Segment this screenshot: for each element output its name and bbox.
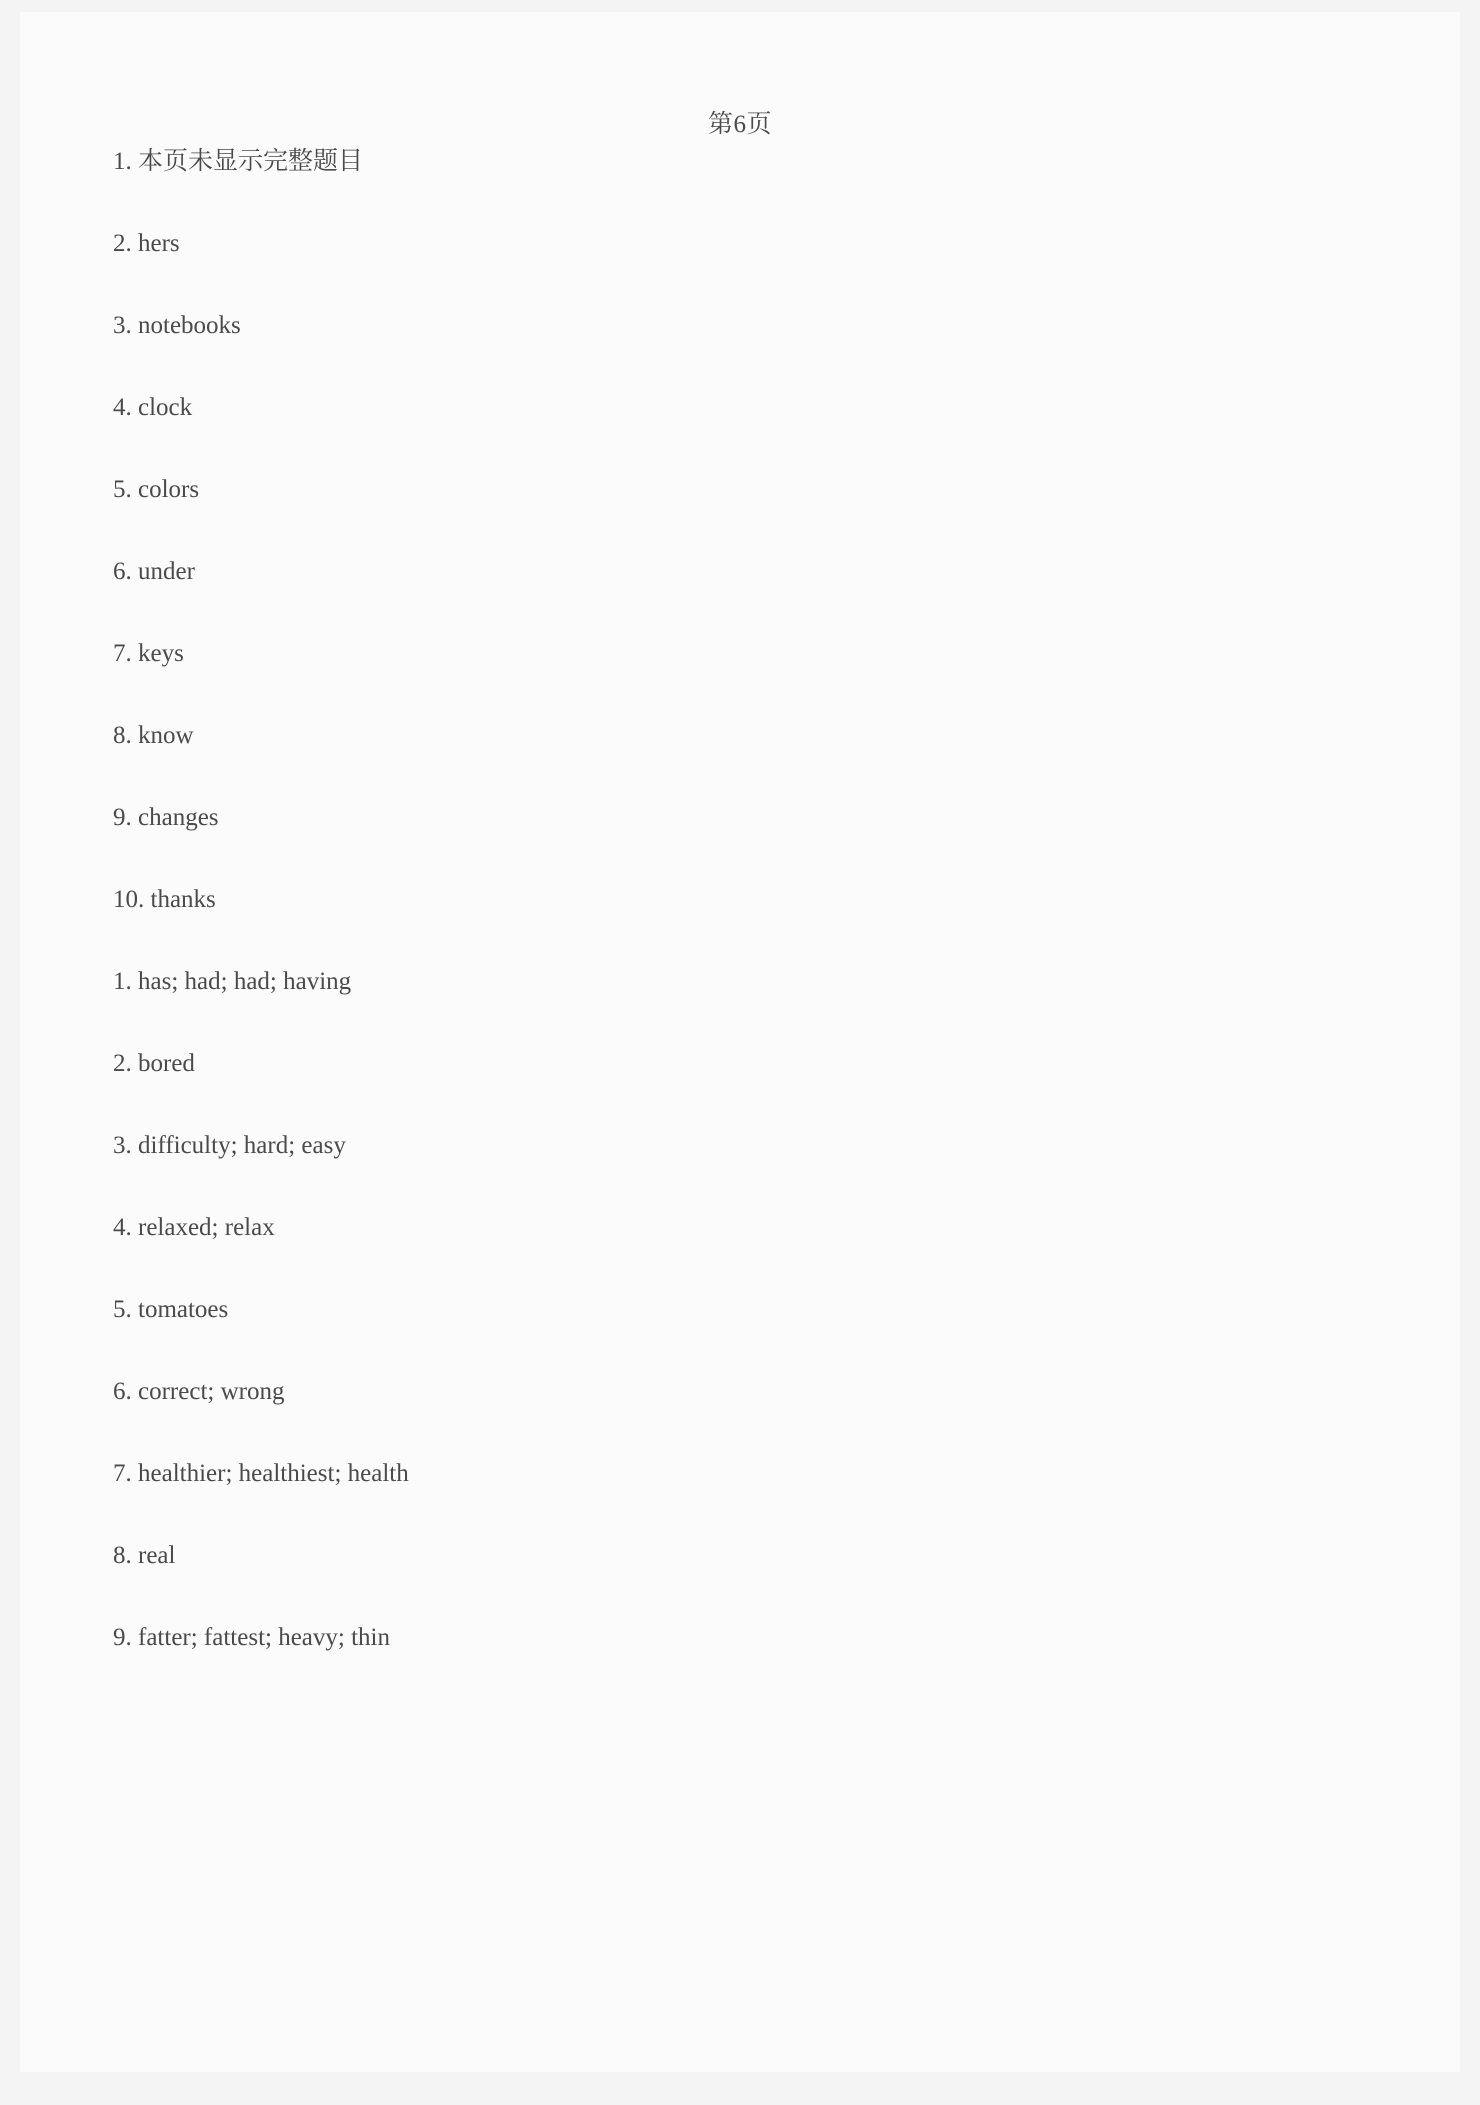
answer-line: 3. notebooks <box>113 312 241 339</box>
answer-line: 3. difficulty; hard; easy <box>113 1132 346 1159</box>
answer-line: 2. hers <box>113 230 180 257</box>
answer-line: 5. tomatoes <box>113 1296 229 1323</box>
answer-line: 1. has; had; had; having <box>113 968 352 995</box>
answer-line: 6. under <box>113 558 195 585</box>
answer-line: 9. fatter; fattest; heavy; thin <box>113 1624 390 1651</box>
answer-line: 6. correct; wrong <box>113 1378 285 1405</box>
answer-line: 2. bored <box>113 1050 195 1077</box>
answer-line: 1. 本页未显示完整题目 <box>113 148 364 175</box>
page-number-header: 第6页 <box>707 111 772 138</box>
answer-line: 10. thanks <box>113 886 216 913</box>
answer-line: 4. relaxed; relax <box>113 1214 275 1241</box>
answer-line: 4. clock <box>113 394 193 421</box>
answer-line: 9. changes <box>113 804 219 831</box>
answer-line: 8. know <box>113 722 194 749</box>
answer-line: 7. keys <box>113 640 184 667</box>
answer-line: 5. colors <box>113 476 200 503</box>
answer-line: 8. real <box>113 1542 176 1569</box>
answer-list <box>113 142 409 1700</box>
document-page <box>20 12 1460 2072</box>
answer-line: 7. healthier; healthiest; health <box>113 1460 409 1487</box>
